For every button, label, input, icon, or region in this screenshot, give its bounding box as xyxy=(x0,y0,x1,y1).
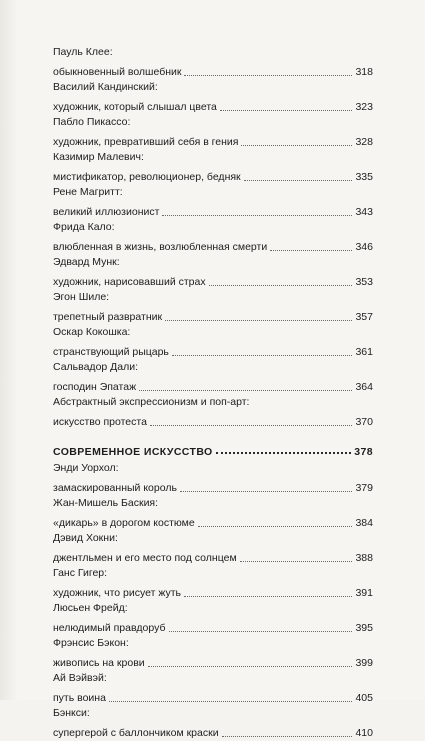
toc-entry-page-number: 323 xyxy=(352,100,373,115)
leader-dots xyxy=(139,390,352,391)
toc-entry-row xyxy=(53,618,373,637)
toc-entry-page-number: 346 xyxy=(352,240,373,255)
toc-entry-page-number: 318 xyxy=(352,65,373,80)
toc-entry-row xyxy=(53,132,373,151)
toc-entry xyxy=(53,395,373,430)
toc-entry-row xyxy=(53,202,373,221)
leader-dots xyxy=(184,596,352,597)
toc-entry-page-number: 395 xyxy=(352,621,373,636)
leader-dots xyxy=(240,561,353,562)
toc-entry-description: трепетный развратник xyxy=(53,310,165,325)
toc-entry-description: живопись на крови xyxy=(53,656,148,671)
toc-entry xyxy=(53,360,373,395)
toc-entry-description: джентльмен и его место под солнцем xyxy=(53,551,240,566)
toc-section-heading xyxy=(53,438,373,458)
toc-entry-artist-name: Фрида Кало: xyxy=(53,220,373,237)
toc-entry-artist-name: Пабло Пикассо: xyxy=(53,115,373,132)
toc-entry xyxy=(53,185,373,220)
toc-entry-page-number: 399 xyxy=(352,656,373,671)
toc-entry-description: супергерой с баллончиком краски xyxy=(53,726,222,741)
toc-entry-description: странствующий рыцарь xyxy=(53,345,172,360)
toc-entry-row xyxy=(53,548,373,567)
leader-dots xyxy=(165,320,352,321)
toc-entry-page-number: 328 xyxy=(352,135,373,150)
toc-entry-page-number: 384 xyxy=(352,516,373,531)
toc-entry xyxy=(53,706,373,741)
toc-entry-page-number: 405 xyxy=(352,691,373,706)
leader-dots xyxy=(220,110,353,111)
toc-entry-description: великий иллюзионист xyxy=(53,205,162,220)
toc-entry-page-number: 353 xyxy=(352,275,373,290)
toc-entry-row xyxy=(53,342,373,361)
leader-dots xyxy=(244,180,353,181)
leader-dots xyxy=(172,355,353,356)
section-leader-dots xyxy=(216,452,352,454)
leader-dots xyxy=(180,491,353,492)
toc-entry-description: искусство протеста xyxy=(53,415,150,430)
toc-entry-artist-name: Эдвард Мунк: xyxy=(53,255,373,272)
toc-entry xyxy=(53,220,373,255)
toc-entry-artist-name: Василий Кандинский: xyxy=(53,80,373,97)
toc-entry-row xyxy=(53,237,373,256)
toc-entry-artist-name: Ай Вэйвэй: xyxy=(53,671,373,688)
toc-entry-row xyxy=(53,377,373,396)
leader-dots xyxy=(222,736,353,737)
toc-entry xyxy=(53,45,373,80)
toc-entry-artist-name: Пауль Клее: xyxy=(53,45,373,62)
table-of-contents xyxy=(53,45,373,741)
leader-dots xyxy=(162,215,352,216)
toc-entry-page-number: 364 xyxy=(352,380,373,395)
toc-entry-description: влюбленная в жизнь, возлюбленная смерти xyxy=(53,240,270,255)
toc-entry-artist-name: Энди Уорхол: xyxy=(53,461,373,478)
toc-entry-page-number: 391 xyxy=(352,586,373,601)
toc-entry-description: путь воина xyxy=(53,691,109,706)
toc-entry xyxy=(53,636,373,671)
toc-entry-page-number: 335 xyxy=(352,170,373,185)
leader-dots xyxy=(169,631,353,632)
toc-entry-row xyxy=(53,478,373,497)
toc-list-modernism xyxy=(53,45,373,430)
toc-entry-row xyxy=(53,62,373,81)
toc-entry-row xyxy=(53,167,373,186)
toc-entry-artist-name: Бэнкси: xyxy=(53,706,373,723)
toc-entry xyxy=(53,150,373,185)
leader-dots xyxy=(184,75,352,76)
toc-entry-artist-name: Эгон Шиле: xyxy=(53,290,373,307)
toc-entry xyxy=(53,290,373,325)
toc-entry-row xyxy=(53,583,373,602)
leader-dots xyxy=(150,425,353,426)
toc-entry xyxy=(53,601,373,636)
toc-entry-page-number: 370 xyxy=(352,415,373,430)
leader-dots xyxy=(109,701,353,702)
toc-entry-page-number: 361 xyxy=(352,345,373,360)
toc-entry-description: господин Эпатаж xyxy=(53,380,139,395)
toc-entry-row xyxy=(53,653,373,672)
toc-entry-artist-name: Люсьен Фрейд: xyxy=(53,601,373,618)
toc-entry xyxy=(53,671,373,706)
toc-entry-description: художник, который слышал цвета xyxy=(53,100,220,115)
toc-entry-artist-name: Ганс Гигер: xyxy=(53,566,373,583)
toc-entry-description: художник, превративший себя в гения xyxy=(53,135,241,150)
toc-entry-page-number: 357 xyxy=(352,310,373,325)
leader-dots xyxy=(209,285,353,286)
toc-entry-row xyxy=(53,412,373,431)
toc-entry-row xyxy=(53,513,373,532)
toc-entry-artist-name: Рене Магритт: xyxy=(53,185,373,202)
toc-entry-artist-name: Фрэнсис Бэкон: xyxy=(53,636,373,653)
toc-entry-description: обыкновенный волшебник xyxy=(53,65,184,80)
toc-entry xyxy=(53,325,373,360)
leader-dots xyxy=(198,526,353,527)
toc-entry-row xyxy=(53,272,373,291)
toc-entry-page-number: 343 xyxy=(352,205,373,220)
toc-entry-description: художник, нарисовавший страх xyxy=(53,275,209,290)
toc-entry-artist-name: Сальвадор Дали: xyxy=(53,360,373,377)
toc-entry xyxy=(53,115,373,150)
toc-entry-description: замаскированный король xyxy=(53,481,180,496)
section-title: СОВРЕМЕННОЕ ИСКУССТВО xyxy=(53,446,216,458)
toc-entry xyxy=(53,566,373,601)
section-page-number: 378 xyxy=(351,446,373,458)
toc-entry xyxy=(53,496,373,531)
toc-entry-description: художник, что рисует жуть xyxy=(53,586,184,601)
leader-dots xyxy=(148,666,353,667)
toc-entry-page-number: 410 xyxy=(352,726,373,741)
toc-entry-row xyxy=(53,307,373,326)
toc-entry-artist-name: Казимир Малевич: xyxy=(53,150,373,167)
toc-entry-artist-name: Абстрактный экспрессионизм и поп-арт: xyxy=(53,395,373,412)
toc-list-contemporary xyxy=(53,461,373,741)
toc-entry-row xyxy=(53,723,373,741)
toc-entry-description: «дикарь» в дорогом костюме xyxy=(53,516,198,531)
toc-entry-row xyxy=(53,97,373,116)
toc-entry-page-number: 388 xyxy=(352,551,373,566)
leader-dots xyxy=(241,145,352,146)
toc-entry-artist-name: Жан-Мишель Баския: xyxy=(53,496,373,513)
toc-entry-artist-name: Дэвид Хокни: xyxy=(53,531,373,548)
toc-entry-page-number: 379 xyxy=(352,481,373,496)
toc-entry xyxy=(53,255,373,290)
toc-entry-artist-name: Оскар Кокошка: xyxy=(53,325,373,342)
toc-entry xyxy=(53,461,373,496)
toc-entry-description: нелюдимый правдоруб xyxy=(53,621,169,636)
toc-entry-row xyxy=(53,688,373,707)
leader-dots xyxy=(270,250,352,251)
toc-entry xyxy=(53,80,373,115)
toc-entry-description: мистификатор, революционер, бедняк xyxy=(53,170,244,185)
toc-entry xyxy=(53,531,373,566)
